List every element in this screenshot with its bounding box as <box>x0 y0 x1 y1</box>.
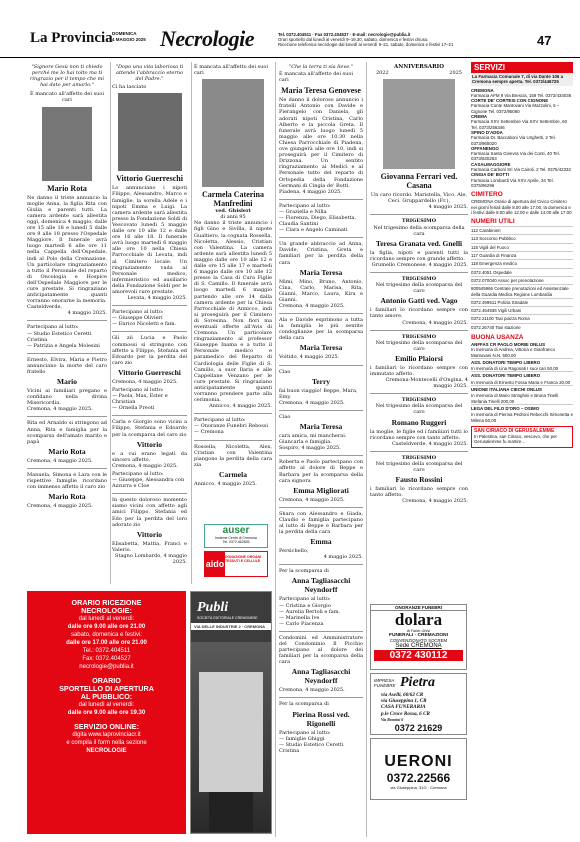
notice-text: Condomini ed Amministratore del Condominio Il Picchio partecipano al dolore dei familiari per la scomparsa della cara <box>279 631 363 665</box>
info-link[interactable]: digita www.laprovinciacr.it <box>72 732 141 738</box>
announcement-body: Ne danno il triste annuncio la moglie Anna, la figlia Rita con Giulia e parenti tutti. La camera ardente sarà allestita oggi, domenica 4 maggio, dalle ore 15 alle 18 e lunedì 5 dalle ore 9 alle 18 presso l'Ospedale Maggiore. Il funerale avrà luogo martedì 6 alle ore 11 nella Cappella dell'Ospedale, indi al Polo della Cremazione. Un particolare ringraziamento a tutto il Personale del reparto di Oncologia e Hospice dell'Ospedale Maggiore per le cure prestate. Si ringraziano anticipatamente quanti vorranno onorarne la memoria. <box>27 194 107 305</box>
trigesimo-body: i familiari lo ricordano sempre con tanto affetto. <box>370 486 468 499</box>
publi-logo: Publi <box>197 600 229 615</box>
notice-text: In questo doloroso momento siamo vicini con affetto agli amici Filippo, Stefania ed Edo per la perdita del loro adorato zio <box>112 493 187 527</box>
info-hours: dalle ore 17.00 alle ore 21.00 <box>66 640 147 646</box>
donation-org: ANFFAS CR PAOLO MORBI ONLUS <box>471 341 546 347</box>
trigesimo-name: Antonio Gatti ved. Vago <box>380 296 458 306</box>
issue-date: DOMENICA 4 MAGGIO 2025 <box>112 31 146 42</box>
phone-number[interactable]: 0372.21100 Taxi piazza Roma <box>471 314 573 322</box>
notice-text: Ciao <box>279 365 363 375</box>
notice-text: Rossella, Nicoletta, Alex, Cristian con Valentina piangono la perdita della cara zia <box>194 440 272 468</box>
column-3 <box>194 64 272 487</box>
donation-entry: In memoria di Lina Ragonati I suoi cari 50,00 <box>471 366 559 372</box>
deceased-name: Mario Rota <box>47 183 87 193</box>
notice-name: Mario Rota <box>48 492 86 502</box>
ueroni-phone[interactable]: 0372.22566 <box>386 771 451 785</box>
notice-name: Vittorio <box>136 439 163 449</box>
notice-text: Per la scomparsa di <box>279 564 363 574</box>
phone-number[interactable]: 0372.26740 Taxi stazione <box>471 323 573 331</box>
aido-ad[interactable] <box>204 551 268 577</box>
notice-text: Persichello, <box>279 548 309 555</box>
pietra-address: via Giuseppina 1, CR <box>381 698 427 705</box>
trigesimo-body: i familiari lo ricordano sempre con immutato affetto. <box>370 364 468 377</box>
trigesimo-text: Nel trigesimo della scomparsa del caro <box>375 460 463 473</box>
deceased-subtitle: ved. Ghisleri <box>215 208 251 215</box>
ueroni-address: via Giuseppina, 31G · Cremona <box>390 785 447 790</box>
pietra-label: IMPRESA FUNEBRE <box>374 678 396 688</box>
quote: "Signore Gesù non ti chiedo perché me lo hai tolto ma ti ringrazio per il tempo che mi hai dato per amarlo." <box>30 64 104 89</box>
portrait-photo <box>202 79 264 187</box>
trigesimo-name: Emilio Plaiorsi <box>395 353 443 363</box>
quote: "Che la terra ti sia lieve." <box>288 64 354 70</box>
trigesimo-text: Nel trigesimo della scomparsa del caro <box>375 339 463 352</box>
notice-text: Vicini ai familiari pregano e confidano nella divina Misericordia. <box>27 388 107 407</box>
notice-date: Cremona, 4 maggio 2025. <box>112 378 178 385</box>
info-heading: NECROLOGIE: <box>81 606 132 615</box>
dolara-convention: CONVENZIONATO SOCREM <box>389 638 448 643</box>
notice-date: Cremona, 4 maggio 2025. <box>279 399 345 406</box>
trigesimo-date: Grumello Cremonese, 4 maggio 2025. <box>371 261 468 268</box>
building-photo <box>191 642 271 832</box>
contact-info: Tel. 0372.404511 · Fax 0372.404537 · E-mail: necrologie@publia.it Orari sportello dal lunedì al venerdì 9–19.30, sabato, domenica e festivi chiuso. Ricezione telefonica necrologie dal lunedì al venerdì 9–21, sabato, domenica e festivi 17–21 <box>278 32 454 48</box>
notice-text: Carla e Giorgio sono vicini a Filippo, Stefania e Edoardo per la scomparsa del caro zio <box>112 415 187 437</box>
condolence-list: Partecipano al lutto: — Graziella e Nilla — Fiorenza, Diego, Elisabetta, Claudia Santini — Clara e Angelo Caminati <box>279 199 363 233</box>
intro: È mancato all'affetto dei suoi cari <box>30 91 104 104</box>
portrait-photo <box>42 107 92 181</box>
donation-entry: In memoria di Mario Stringhini e Bruna Tinelli Stefania Tinelli 200,00 <box>471 393 559 404</box>
trigesimo-date: Cremona-Montecelli d'Ongina, 4 maggio 2025. <box>385 377 468 390</box>
services-sidebar <box>471 62 573 842</box>
trigesimo-text: Nel trigesimo della scomparsa del caro <box>375 403 463 416</box>
town-label: CINGIA DE' BOTTI <box>471 172 509 178</box>
info-heading: ORARIO <box>92 676 121 685</box>
notice-text: Un grande abbraccio ad Anna, Davide, Cristina, Greta e familiari per la perdita della cara <box>279 237 363 265</box>
page-header <box>0 0 580 58</box>
aido-logo: aido <box>205 552 225 576</box>
notice-name: Vittorio <box>136 529 163 539</box>
town-label: CASALMAGGIORE <box>471 161 511 167</box>
place: Casteldverde, <box>27 304 63 311</box>
info-box <box>27 591 186 834</box>
cemetery-hours: CREMONA Orario di apertura del Civico Cimitero nei giorni feriali dalle 8.00 alle 17.00, la domenica e i festivi dalle 8.00 alle 12.00 e dalle 14.00 alle 17.00 <box>471 199 572 215</box>
info-heading: ORARIO RICEZIONE <box>71 598 142 607</box>
useful-numbers-heading: NUMERI UTILI <box>471 218 515 226</box>
town-label: CORTE DE' CORTESI CON CIGNONE <box>471 98 549 104</box>
notice-name: Emma Migliorati <box>293 485 349 495</box>
deceased-age: di anni 95 <box>220 214 246 221</box>
phone-number[interactable]: 0372.454936 Vigili Urbani <box>471 306 573 314</box>
auser-subtitle: Insieme Centri di Cremona <box>215 536 257 540</box>
phone-number[interactable]: 113 Soccorso Pubblico <box>471 234 573 242</box>
column-4 <box>279 64 363 754</box>
notice-name: Mario <box>57 377 77 387</box>
dolara-phone[interactable]: 0372 430112 <box>374 650 463 661</box>
date: Annicco, 4 maggio 2025. <box>209 403 272 410</box>
donation-entry: In memoria di Pierina Pedroni Rebecchi Simonetta e Milena 50,00 <box>471 412 574 423</box>
phone-number[interactable]: 118 Emergenza medico <box>471 259 573 267</box>
notice-text: Rita ed Arnaldo si stringono ad Anna, Rita e famiglia per la scomparsa dell'amato marito e papà <box>27 416 107 444</box>
condolence-list: Partecipano al lutto: — Paola, Max, Ester e Christian — Ornella Preoti <box>112 387 168 412</box>
trigesimo-body: la moglie, le figlie ed i familiari tutti lo ricordano sempre con tanto affetto. <box>370 428 468 441</box>
trigesimo-body: i familiari lo ricordano sempre con tanto amore. <box>370 307 468 320</box>
pharmacy-entry: Farmacia Santa Ginevra Via dei Conti, 40 Tel. 0373/630263 <box>471 151 560 162</box>
notice-text: Roberta e Paolo partecipano con affetto al dolore di Beppe e Barbara per la scomparsa della cara signora <box>279 455 363 483</box>
notice-name: Terry <box>311 376 331 386</box>
notice-date: 4 maggio 2025. <box>323 554 363 561</box>
donations-heading: BUONA USANZA <box>471 333 524 341</box>
publi-address: VIA DELLE INDUSTRIE 2 · CREMONA <box>191 623 271 630</box>
auser-logo: auser <box>222 525 250 536</box>
quote: "Dopo una vita laboriosa ti attende l'abbraccio eterno del Padre." <box>115 64 184 83</box>
pharmacy-entry: Farmacia Conte Mantovani Via Mazzolini, 5 – Cignone Tel. 0372/95060 <box>471 103 560 114</box>
notice-date: Annicco, 4 maggio 2025. <box>194 480 257 487</box>
phone-number[interactable]: 115 Vigili del Fuoco <box>471 243 573 251</box>
notice-name: Vittorio Guerreschi <box>118 367 181 377</box>
donation-entry: In memoria di Ernesto Fossa Maria e Franca 20,00 <box>471 379 571 385</box>
saint-text: In Palestina, san Ciriaco, vescovo, che per Gerusalemme fu martire... <box>474 434 557 445</box>
ueroni-logo: UERONI <box>384 753 453 770</box>
pietra-address: Via Rosmini 6 <box>381 717 404 722</box>
trigesimo-label: TRIGESIMO <box>401 397 437 404</box>
pharmacy-entry: La Farmacia Comunale 7, di via Dante 106 a Cremona sempre aperta. Tel. 0372/446725 <box>471 73 573 86</box>
notice-name: Emma <box>310 537 332 547</box>
notice-name: Maria Teresa <box>299 422 343 432</box>
phone-number[interactable]: 0372.4051 Ospedale <box>471 268 573 276</box>
trigesimo-date: Cremona, 4 maggio 2025. <box>402 319 468 326</box>
info-email[interactable]: necrologie@publia.it <box>79 664 134 670</box>
date: Piadena, 4 maggio 2025. <box>279 188 342 195</box>
deceased-name: Maria Teresa Genovese <box>281 86 361 96</box>
page-number: 47 <box>537 33 552 48</box>
notice-name: Mario Rota <box>48 446 86 456</box>
announcement-body: Lo annunciano i nipoti Filippo, Alessandro, Marco e famiglie, la sorella Adele e i nipoti Emma e Luigi. La camera ardente sarà allestita presso la Fondazione Soldi di Vescovato lunedì 5 maggio dalle ore 10 alle 12 e dalle ore 16 alle 18. Il funerale avrà luogo martedì 6 maggio alle ore 10 nella Chiesa Parrocchiale di Levata, indi al Cimitero locale. Un ringraziamento vada al Personale medico, infermieristico ed ausiliario della Fondazione Soldi per le amorevoli cure prestate. <box>112 185 187 295</box>
notice-text: Gli zii Lucia e Paolo commossi si stringono con affetto a Filippo, Stefania ed Edoardo per la perdita del caro zio <box>112 331 187 365</box>
ad-header: ONORANZE FUNEBRI <box>371 605 466 611</box>
date: Levata, 4 maggio 2025. <box>127 295 187 302</box>
trigesimo-name: Teresa Granata ved. Gnelli <box>375 238 463 248</box>
year-start: 2022 <box>376 70 389 77</box>
auser-phone: Tel. 0372.462835 <box>222 540 250 544</box>
column-2 <box>112 64 187 565</box>
notice-text: e a cui erano legati da sincero affetto. <box>112 450 187 463</box>
notice-text: Manuela, Simona e Lara con le rispettive famiglie ricordano con immenso affetto il caro zio <box>27 468 107 490</box>
notice-date: Cremona, 4 maggio 2025. <box>27 503 93 510</box>
dolara-location: Sede CREMONA <box>395 643 442 649</box>
portrait-photo <box>383 79 455 169</box>
town-label: CREMA <box>471 114 488 120</box>
intro: È mancata all'affetto dei suoi cari <box>194 64 268 77</box>
pharmacy-entry: Farmacia Carboni Sri Via Cairoli, 2 Tel. 0375/42332 <box>471 167 571 173</box>
notice-text: Per la scomparsa di <box>279 697 363 707</box>
town-label: SPINO D'ADDA <box>471 129 503 135</box>
trigesimo-date: Cremona, 4 maggio 2025. <box>402 498 468 505</box>
phone-number[interactable]: 800545966 Centrale prenotazioni ed Assistenziale della Guardia Medica Regione Lombardia <box>471 284 573 298</box>
notice-date: Cremona, 4 maggio 2025. <box>112 462 178 469</box>
trigesimo-label: TRIGESIMO <box>401 333 437 340</box>
dolara-owner: di Fabio Ghisi <box>406 629 431 633</box>
date: 4 maggio 2025. <box>67 310 107 317</box>
dolara-ad[interactable] <box>370 604 467 670</box>
intro: Ci ha lasciato <box>112 84 147 91</box>
notice-text: Elisabetta, Mattia, Franci e Valerio. <box>112 540 187 553</box>
year-end: 2025 <box>449 70 462 77</box>
condolence-list: Partecipano al lutto: — Studio Estetico Ceretti Cristina — Patrizia e Angela Molesini <box>27 320 107 348</box>
trigesimo-text: Nel trigesimo della scomparsa della cara <box>373 224 465 237</box>
notice-name: Maria Teresa <box>299 267 343 277</box>
pharmacy-entry: Farmacia Dr. Baccaboni Via Unghetti, 2 Tel. 0373/965020 <box>471 135 556 146</box>
pietra-phone[interactable]: 0372 21629 <box>394 723 443 734</box>
donation-org: ASS. DONATORI TEMPO LIBERO <box>471 371 573 379</box>
phone-number[interactable]: 112 Carabinieri <box>471 226 573 234</box>
town-label: OFFANENGO <box>471 145 499 151</box>
info-text: sabato, domenica e festivi: <box>70 632 143 638</box>
notice-name: Anna Tagliasacchi Neyndorff <box>291 576 351 595</box>
notice-date: Cremona, 4 maggio 2025. <box>279 687 345 694</box>
publi-tagline: SOCIETÀ EDITORIALE CREMONESE <box>197 616 258 620</box>
notice-text: Shara con Alessandro e Giada, Claudio e famiglia partecipano al lutto di Beppe e Barbara per la perdita della cara <box>279 507 363 535</box>
deceased-name: Carmela Caterina Manfredini <box>202 190 264 209</box>
pietra-ad[interactable] <box>370 673 467 735</box>
phone-number[interactable]: 0372.499511 Polizia Stradale <box>471 298 573 306</box>
portrait-photo <box>118 93 182 171</box>
pharmacy-entry: Farmacia AFM 9 Via Brescia, 159 Tel. 0372/434036 <box>471 92 572 98</box>
pharmacy-entry: Farmacia XXV Settembre Via XXV Settembre, 60 Tel. 0373/256346 <box>471 119 568 130</box>
info-phone[interactable]: Tel.: 0372.404511 <box>82 648 131 654</box>
condolence-list: Partecipano al lutto: — famiglie Ghiggi — Studio Estetico Ceretti Cristina <box>279 729 344 754</box>
saint-name: SAN CIRIACO DI GERUSALEMME <box>474 427 555 434</box>
info-heading: AL PUBBLICO: <box>80 692 133 701</box>
notice-name: Anna Tagliasacchi Neyndorff <box>291 667 351 686</box>
notice-date: Stagno Lombardo, 4 maggio 2025. <box>115 552 187 565</box>
notice-name: Maria Teresa <box>299 343 343 353</box>
notice-date: Cremona, 4 maggio 2025. <box>279 496 345 503</box>
trigesimo-text: Nel trigesimo della scomparsa del caro <box>375 282 463 295</box>
notice-name: Carmela <box>219 469 247 479</box>
condolence-list: Partecipano al lutto: — Cristina e Giorgio — Aurelia Bertoli e fam. — Marinella Ive — Carlo Piacenza <box>279 596 341 627</box>
info-hours: dalle ore 9.00 alle ore 21.00 <box>67 624 146 630</box>
notice-text: Ernesto, Elvira, Maria e Pietro annunciano la morte del caro fratello <box>27 353 107 375</box>
notice-date: Cremona, 4 maggio 2025. <box>27 406 93 413</box>
date: 4 maggio 2025. <box>428 204 468 211</box>
notice-date: Voltido, 4 maggio 2025. <box>279 354 340 361</box>
column-5 <box>370 64 468 504</box>
donation-org: ASS. DONATORI TEMPO LIBERO <box>471 358 573 366</box>
intro: È mancata all'affetto dei suoi cari <box>279 71 353 84</box>
column-divider <box>191 62 192 584</box>
condolence-list: Partecipano al lutto: — Giuseppe, Alessandra con Azzurra e Cloe <box>112 470 185 490</box>
aido-text: DONAZIONE ORGANI TESSUTI E CELLULE <box>225 555 261 563</box>
trigesimo-body: la figlia, nipoti e parenti tutti la ricordano sempre con grande affetto. <box>370 249 468 262</box>
trigesimo-label: TRIGESIMO <box>401 218 437 225</box>
info-hours: dalle ore 9.00 alle ore 19.30 <box>67 710 146 716</box>
newspaper-logo[interactable]: La Provincia <box>30 30 113 46</box>
column-divider <box>275 62 276 837</box>
info-fax: Fax: 0372.404527 <box>82 656 131 662</box>
notice-text: Ala e Davide esprimono a tutta la famiglia le più sentite condoglianze per la scomparsa della cara <box>279 313 363 341</box>
column-divider <box>366 62 367 837</box>
phone-number[interactable]: 117 Guardia di Finanza <box>471 251 573 259</box>
donation-org: LEGA DEL FILO D'ORO – OSIMO <box>471 404 573 412</box>
cemetery-heading: CIMITERO <box>471 191 503 199</box>
trigesimo-label: TRIGESIMO <box>401 276 437 283</box>
dolara-logo: dolara <box>394 610 443 629</box>
info-section: NECROLOGIE <box>86 748 127 754</box>
notice-text: Mimi, Mino, Bruno, Antonio, Cina, Carlo, Marisa, Rita, Gianni, Marco, Laura, Kira e Gianni. <box>279 278 363 303</box>
notice-date: Sospiro, 4 maggio 2025. <box>279 445 341 452</box>
pietra-house: CASA FUNERARIA <box>381 704 426 711</box>
anniversary-label: ANNIVERSARIO <box>393 64 445 70</box>
info-text: dal lunedì al venerdì: <box>78 702 135 708</box>
pietra-address: p.le Croce Rossa, 6 CR <box>381 710 430 717</box>
trigesimo-date: Casteldverde, 4 maggio 2025. <box>391 440 468 447</box>
trigesimo-name: Romano Ruggeri <box>391 417 447 427</box>
memorial-text: Un caro ricordo. Maristella, Vico, Ale, Ceci. Gruppardello (Fr.), <box>370 192 468 205</box>
deceased-name: Giovanna Ferrari ved. Casana <box>380 172 458 191</box>
dolara-services: FUNERALI · CREMAZIONI <box>389 633 448 638</box>
notice-name: Pierina Rossi ved. Rigonelli <box>292 709 350 728</box>
deceased-name: Vittorio Guerreschi <box>116 174 183 184</box>
pharmacy-entry: Farmacia Lombardi Via XXV Aprile, 34 Tel. 0375/96296 <box>471 177 554 188</box>
services-title: SERVIZI <box>471 62 573 73</box>
notice-date: Cremona, 4 maggio 2025. <box>279 303 345 309</box>
donation-org: UNIONE ITALIANA CIECHI ONLUS <box>471 385 573 393</box>
saint-of-day <box>471 426 573 448</box>
notice-date: Cremona, 4 maggio 2025. <box>27 457 93 464</box>
notice-text: Ciao <box>279 410 363 420</box>
trigesimo-label: TRIGESIMO <box>401 454 437 461</box>
notice-text: fai buon viaggio! Beppe, Mara, Emy. <box>279 387 358 400</box>
notice-text: cara amica, mi mancherai. Giancarla e famiglia. <box>279 433 347 446</box>
trigesimo-name: Fausto Rossini <box>395 475 443 485</box>
announcement-body: Ne danno il doloroso annuncio i fratelli Antonio con Davide e Pierangelo con Daniela, gli adorati nipoti Cristina, Carlo Alberto e la piccola Greta. Il funerale avrà luogo lunedì 5 maggio alle ore 10.30 nella Chiesa Parrocchiale di Piadena, ove giungerà alle ore 10, indi si proseguirà per il Cimitero di Drizzona. Un sentito ringraziamento ai Medici e al Personale tutto del reparto di Ortopedia della Fondazione Germani di Cingia de' Botti. <box>279 97 363 189</box>
section-title: Necrologie <box>160 26 254 51</box>
town-label: CREMONA <box>471 87 494 93</box>
condolence-list: Partecipano al lutto: — Giuseppe Olivieri — Enrico Nicoletti e fam. <box>112 305 187 327</box>
pietra-address: via Aselli, 60/62 CR <box>381 692 424 698</box>
column-1 <box>27 64 107 509</box>
publi-ad[interactable] <box>190 591 272 834</box>
info-text: dal lunedì al venerdì: <box>78 616 135 622</box>
info-heading: SERVIZIO ONLINE: <box>74 722 139 731</box>
anniversary-years <box>370 70 468 76</box>
pietra-logo: Pietra <box>400 675 435 690</box>
phone-number[interactable]: 0372.070040 Assoc per prenotazione <box>471 276 573 284</box>
ueroni-ad[interactable] <box>370 738 467 800</box>
info-heading: SPORTELLO DI APERTURA <box>59 684 154 693</box>
auser-ad[interactable] <box>204 524 268 548</box>
announcement-body: Ne danno il triste annuncio i figli Gino e Sivilla, il nipote Gualtiero, la cognata Rossella, Nicoletta, Alessio, Cristian con Valentina. La camera ardente sarà allestita lunedì 5 maggio dalle ore 10 alle 12 e dalle ore 15 alle 17 e martedì 6 maggio dalle ore 10 alle 12 presso la Casa di Cura Figlie di S. Camillo. Il funerale avrà luogo martedì 6 maggio partendo alle ore 14 dalla camera ardente per la Chiesa Parrocchiale di Annicco, indi si proseguirà per il Cimitero di Soresina. Non fiori ma eventuali offerte all'Avis di Cremona. Un particolare ringraziamento al professor Giuseppe Inama e a tutto il Personale medico e paramedico del Reparto di Cardiologia delle Figlie di S. Camillo, a suor Ilaria e alle Cappellane Venzano per le cure prestate. Si ringraziano anticipatamente quanti vorranno prendere parte alla cerimonia. <box>194 220 272 404</box>
column-divider <box>110 62 111 584</box>
condolence-list: Partecipano al lutto: — Onoranze Funebri Rebossi — Cremona <box>194 413 272 435</box>
info-text: e compila il form nella sezione <box>66 740 147 746</box>
donation-entry: In memoria di Andrea, Vittoria e Gianfranco Mantovani N.N. 500,00 <box>471 347 556 358</box>
